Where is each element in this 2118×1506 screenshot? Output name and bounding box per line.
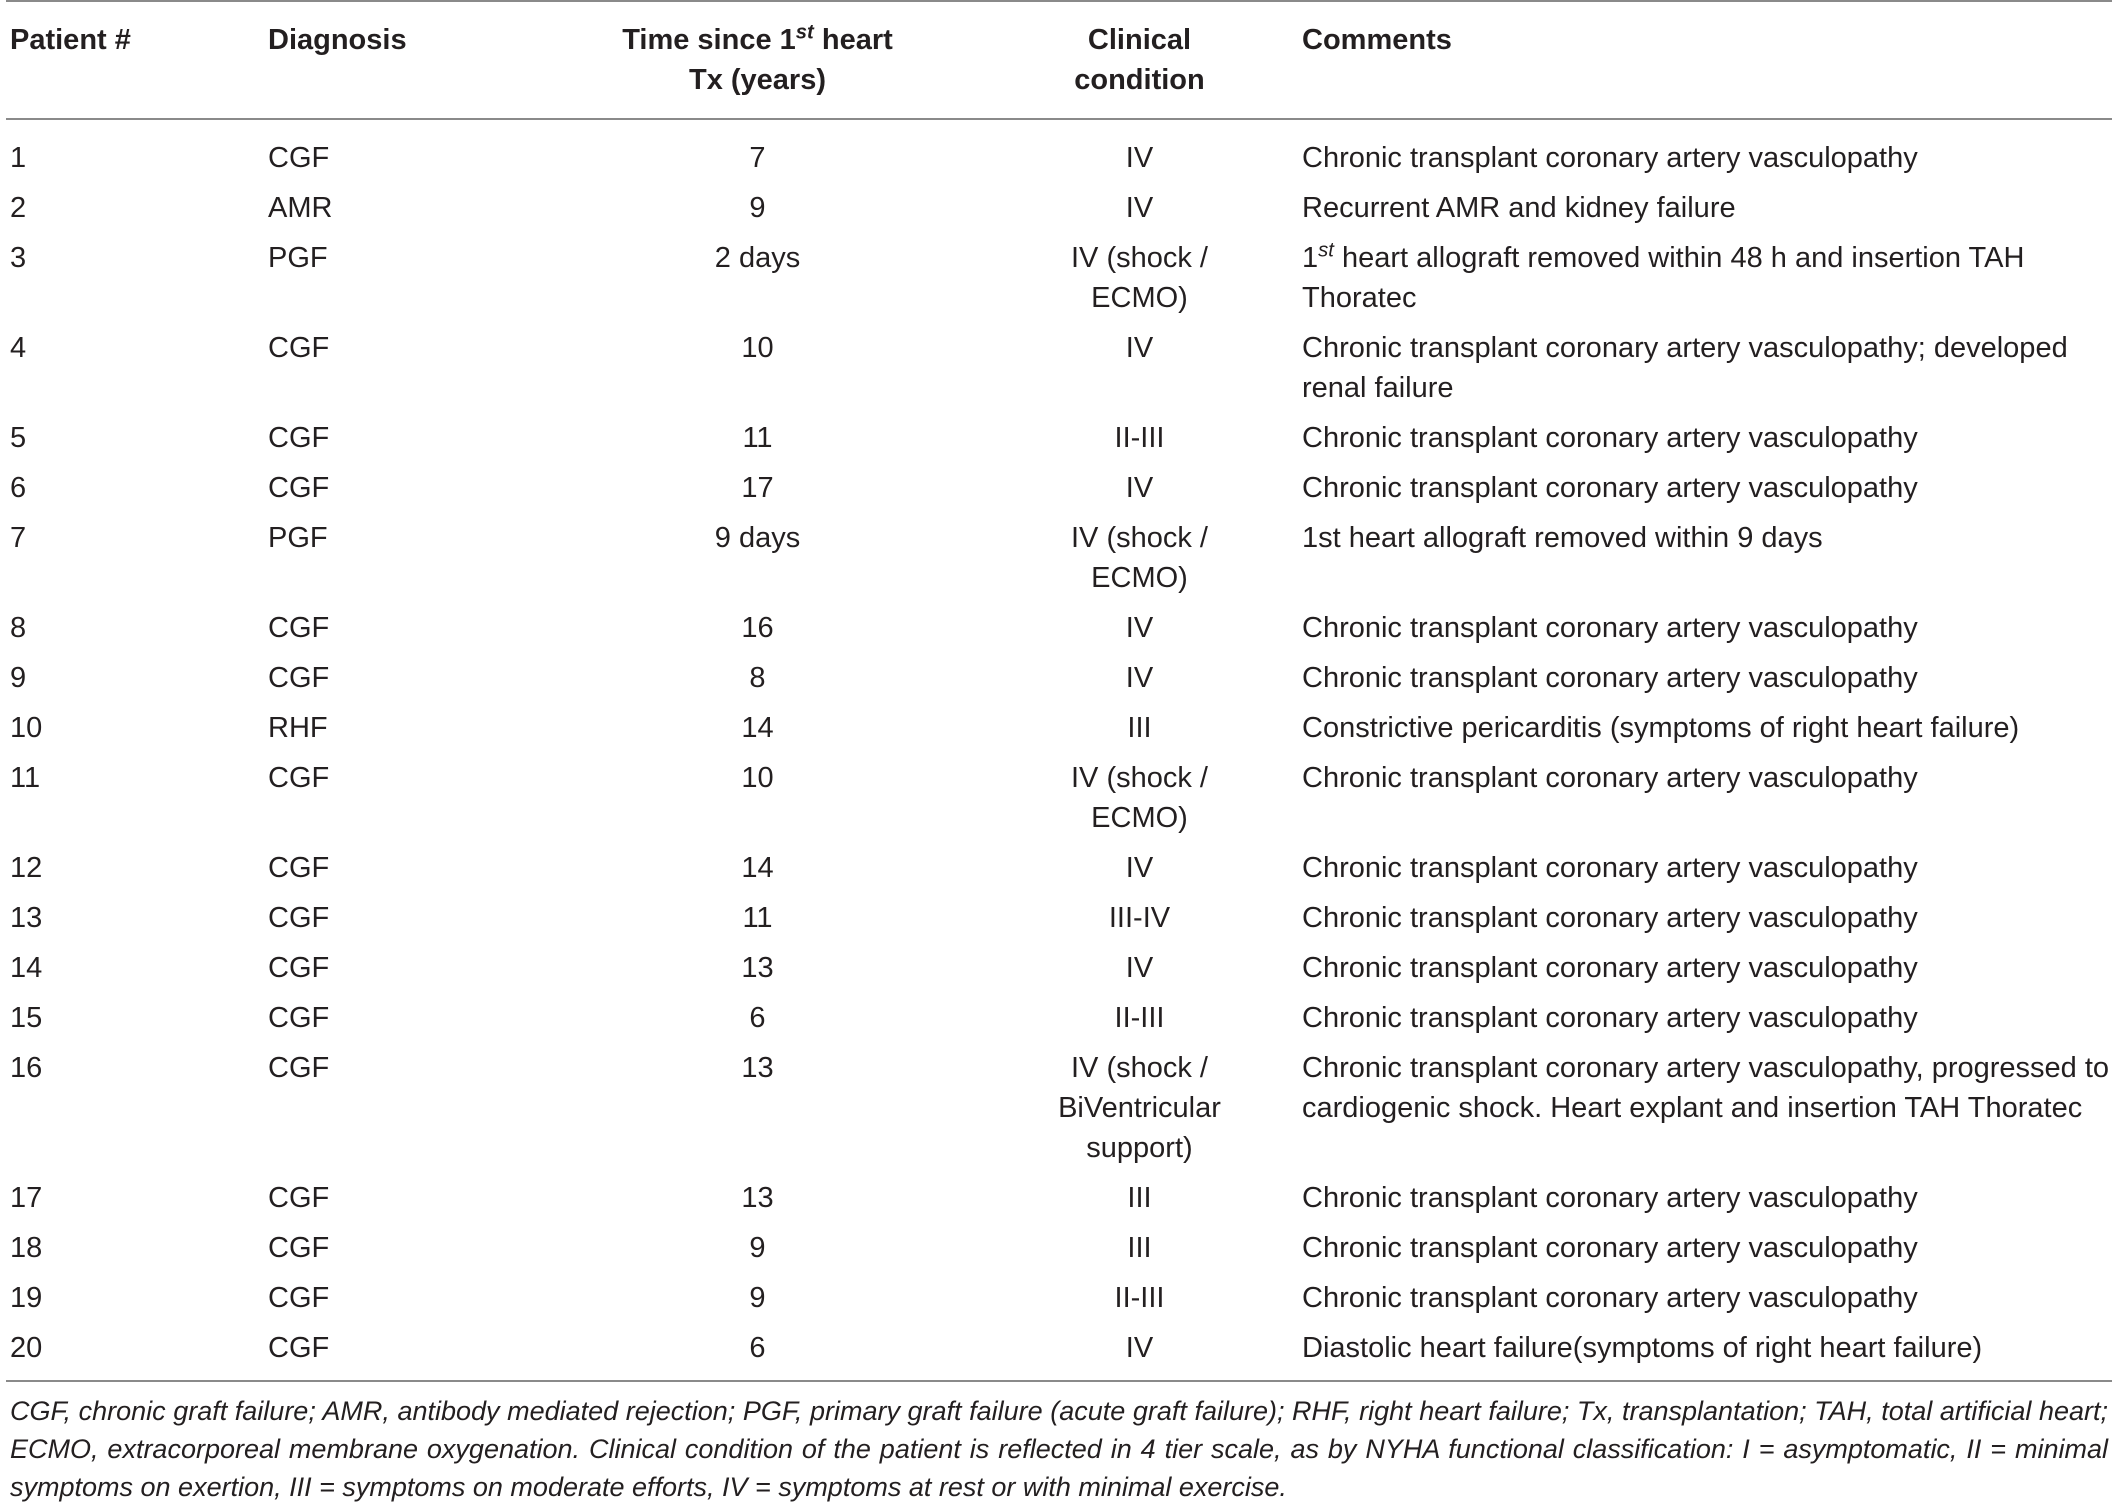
comment-text: Chronic transplant coronary artery vasculopathy xyxy=(1302,1182,1918,1214)
cell-diagnosis: PGF xyxy=(268,522,328,554)
cell-time: 13 xyxy=(741,1052,774,1084)
cell-comments xyxy=(1302,755,2112,845)
table-row xyxy=(6,755,2112,845)
cell-diagnosis: CGF xyxy=(268,1232,330,1264)
header-time-line2: Tx (years) xyxy=(688,64,826,96)
clinical-line: IV xyxy=(1125,192,1154,224)
cell-patient: 16 xyxy=(10,1052,43,1084)
cell-comments xyxy=(1302,465,2112,515)
cell-comments xyxy=(1302,415,2112,465)
cell-comments xyxy=(1302,235,2112,325)
comment-text: Chronic transplant coronary artery vasculopathy xyxy=(1302,1282,1918,1314)
clinical-line: IV xyxy=(1125,952,1154,984)
header-time-pre: Time since 1 xyxy=(622,24,796,56)
cell-time: 9 xyxy=(749,1232,766,1264)
cell-clinical xyxy=(977,185,1302,235)
table-row xyxy=(6,1325,2112,1381)
cell-patient: 13 xyxy=(10,902,43,934)
cell-time: 9 xyxy=(749,1282,766,1314)
cell-diagnosis: CGF xyxy=(268,762,330,794)
cell-patient: 4 xyxy=(10,332,27,364)
cell-comments xyxy=(1302,325,2112,415)
table-row xyxy=(6,325,2112,415)
cell-comments xyxy=(1302,995,2112,1045)
cell-time: 6 xyxy=(749,1002,766,1034)
table-row xyxy=(6,235,2112,325)
comment-text: Chronic transplant coronary artery vasculopathy xyxy=(1302,952,1918,984)
comment-text: Chronic transplant coronary artery vasculopathy; developed renal failure xyxy=(1302,332,2068,404)
table-row xyxy=(6,1175,2112,1225)
table-body xyxy=(6,119,2112,1381)
cell-patient: 17 xyxy=(10,1182,43,1214)
table-row xyxy=(6,705,2112,755)
cell-comments xyxy=(1302,185,2112,235)
cell-comments xyxy=(1302,1275,2112,1325)
cell-diagnosis: CGF xyxy=(268,332,330,364)
cell-clinical xyxy=(977,325,1302,415)
cell-clinical xyxy=(977,845,1302,895)
table-row xyxy=(6,845,2112,895)
clinical-line: III-IV xyxy=(1108,902,1171,934)
cell-time: 10 xyxy=(741,762,774,794)
cell-patient: 6 xyxy=(10,472,27,504)
table-row xyxy=(6,1045,2112,1175)
cell-clinical xyxy=(977,605,1302,655)
clinical-line: III xyxy=(1127,1182,1152,1214)
clinical-line: ECMO) xyxy=(1091,802,1188,834)
header-comments: Comments xyxy=(1302,24,1452,56)
cell-comments xyxy=(1302,945,2112,995)
clinical-line: ECMO) xyxy=(1091,282,1188,314)
cell-time: 14 xyxy=(741,712,774,744)
cell-diagnosis: CGF xyxy=(268,472,330,504)
cell-diagnosis: CGF xyxy=(268,1052,330,1084)
cell-time: 2 days xyxy=(714,242,801,274)
cell-diagnosis: RHF xyxy=(268,712,328,744)
cell-comments xyxy=(1302,515,2112,605)
cell-patient: 19 xyxy=(10,1282,43,1314)
comment-text: Diastolic heart failure(symptoms of right heart failure) xyxy=(1302,1332,1983,1364)
cell-diagnosis: CGF xyxy=(268,1182,330,1214)
comment-text: Chronic transplant coronary artery vasculopathy xyxy=(1302,422,1918,454)
cell-patient: 9 xyxy=(10,662,27,694)
cell-diagnosis: CGF xyxy=(268,952,330,984)
cell-time: 16 xyxy=(741,612,774,644)
cell-comments xyxy=(1302,1175,2112,1225)
table-row xyxy=(6,515,2112,605)
table-row xyxy=(6,895,2112,945)
cell-comments xyxy=(1302,1045,2112,1175)
cell-clinical xyxy=(977,755,1302,845)
cell-time: 13 xyxy=(741,952,774,984)
cell-patient: 8 xyxy=(10,612,27,644)
cell-diagnosis: AMR xyxy=(268,192,333,224)
header-time-sup: st xyxy=(795,21,814,44)
cell-clinical xyxy=(977,465,1302,515)
clinical-line: IV xyxy=(1125,142,1154,174)
table-row xyxy=(6,465,2112,515)
clinical-line: IV (shock / xyxy=(1071,1052,1208,1084)
clinical-line: IV (shock / xyxy=(1071,522,1208,554)
header-row xyxy=(6,1,2112,119)
cell-clinical xyxy=(977,1225,1302,1275)
table-footnote: CGF, chronic graft failure; AMR, antibody mediated rejection; PGF, primary graft failure (acute graft failure); RHF, right heart failure; Tx, transplantation; TAH, total artificial heart; ECMO, extracorporeal membrane oxygenation. Clinical condition of the patient is reflected in 4 tier scale, as by NYHA functional classification: I = asymptomatic, II = minimal symptoms on exertion, III = symptoms on moderate efforts, IV = symptoms at rest or with minimal exercise. xyxy=(10,1396,2108,1502)
clinical-line: III xyxy=(1127,1232,1152,1264)
clinical-line: IV (shock / xyxy=(1071,762,1208,794)
cell-clinical xyxy=(977,235,1302,325)
clinical-line: II-III xyxy=(1114,1002,1165,1034)
cell-clinical xyxy=(977,945,1302,995)
header-time-post: heart xyxy=(813,24,893,56)
comment-text: Chronic transplant coronary artery vasculopathy xyxy=(1302,902,1918,934)
comment-text: Chronic transplant coronary artery vasculopathy xyxy=(1302,612,1918,644)
cell-time: 11 xyxy=(742,902,773,934)
cell-patient: 5 xyxy=(10,422,27,454)
cell-diagnosis: PGF xyxy=(268,242,328,274)
cell-comments xyxy=(1302,1225,2112,1275)
comment-text: Recurrent AMR and kidney failure xyxy=(1302,192,1736,224)
comment-text: Chronic transplant coronary artery vasculopathy xyxy=(1302,852,1918,884)
clinical-line: IV xyxy=(1125,332,1154,364)
cell-diagnosis: CGF xyxy=(268,142,330,174)
cell-clinical xyxy=(977,895,1302,945)
cell-comments xyxy=(1302,895,2112,945)
cell-clinical xyxy=(977,119,1302,185)
comment-text: Chronic transplant coronary artery vasculopathy xyxy=(1302,1002,1918,1034)
cell-patient: 11 xyxy=(10,762,41,794)
clinical-line: ECMO) xyxy=(1091,562,1188,594)
comment-text: Chronic transplant coronary artery vasculopathy xyxy=(1302,142,1918,174)
cell-comments xyxy=(1302,845,2112,895)
comment-text: Chronic transplant coronary artery vasculopathy xyxy=(1302,762,1918,794)
comment-text: Chronic transplant coronary artery vasculopathy xyxy=(1302,662,1918,694)
cell-time: 13 xyxy=(741,1182,774,1214)
clinical-line: IV (shock / xyxy=(1071,242,1208,274)
cell-time: 17 xyxy=(741,472,774,504)
clinical-line: support) xyxy=(1086,1132,1193,1164)
header-diagnosis: Diagnosis xyxy=(268,24,407,56)
cell-time: 8 xyxy=(749,662,766,694)
cell-time: 9 days xyxy=(714,522,801,554)
table-row xyxy=(6,945,2112,995)
cell-comments xyxy=(1302,119,2112,185)
clinical-line: IV xyxy=(1125,852,1154,884)
cell-patient: 10 xyxy=(10,712,43,744)
cell-diagnosis: CGF xyxy=(268,422,330,454)
cell-comments xyxy=(1302,655,2112,705)
cell-clinical xyxy=(977,995,1302,1045)
table-row xyxy=(6,995,2112,1045)
patient-table xyxy=(6,0,2112,1382)
cell-time: 10 xyxy=(741,332,774,364)
cell-diagnosis: CGF xyxy=(268,662,330,694)
cell-clinical xyxy=(977,1325,1302,1381)
clinical-line: IV xyxy=(1125,662,1154,694)
cell-diagnosis: CGF xyxy=(268,902,330,934)
cell-patient: 1 xyxy=(10,142,27,174)
cell-patient: 20 xyxy=(10,1332,43,1364)
header-clinical xyxy=(977,1,1302,119)
table-row xyxy=(6,605,2112,655)
cell-diagnosis: CGF xyxy=(268,1282,330,1314)
cell-comments xyxy=(1302,1325,2112,1381)
cell-patient: 18 xyxy=(10,1232,43,1264)
clinical-line: BiVentricular xyxy=(1058,1092,1221,1124)
table-row xyxy=(6,655,2112,705)
cell-clinical xyxy=(977,655,1302,705)
cell-time: 14 xyxy=(741,852,774,884)
cell-diagnosis: CGF xyxy=(268,1002,330,1034)
clinical-line: IV xyxy=(1125,472,1154,504)
header-patient: Patient # xyxy=(10,24,131,56)
cell-clinical xyxy=(977,705,1302,755)
cell-time: 6 xyxy=(749,1332,766,1364)
cell-patient: 2 xyxy=(10,192,27,224)
cell-diagnosis: CGF xyxy=(268,612,330,644)
cell-time: 9 xyxy=(749,192,766,224)
comment-text: Chronic transplant coronary artery vasculopathy xyxy=(1302,472,1918,504)
cell-diagnosis: CGF xyxy=(268,1332,330,1364)
header-time xyxy=(538,1,977,119)
cell-comments xyxy=(1302,705,2112,755)
comment-text-continued: heart allograft removed within 48 h and insertion TAH Thoratec xyxy=(1302,242,2025,314)
comment-text: Constrictive pericarditis (symptoms of right heart failure) xyxy=(1302,712,2020,744)
cell-clinical xyxy=(977,1045,1302,1175)
header-clinical-line2: condition xyxy=(1074,64,1205,96)
cell-patient: 14 xyxy=(10,952,43,984)
cell-diagnosis: CGF xyxy=(268,852,330,884)
cell-patient: 7 xyxy=(10,522,27,554)
comment-text: Chronic transplant coronary artery vasculopathy xyxy=(1302,1232,1918,1264)
table-row xyxy=(6,185,2112,235)
cell-clinical xyxy=(977,515,1302,605)
table-header xyxy=(6,1,2112,119)
clinical-line: II-III xyxy=(1114,422,1165,454)
cell-clinical xyxy=(977,1275,1302,1325)
comment-text: Chronic transplant coronary artery vasculopathy, progressed to cardiogenic shock. Heart explant and insertion TAH Thoratec xyxy=(1302,1052,2110,1124)
cell-patient: 12 xyxy=(10,852,43,884)
table-row xyxy=(6,119,2112,185)
cell-patient: 15 xyxy=(10,1002,43,1034)
clinical-line: III xyxy=(1127,712,1152,744)
clinical-line: IV xyxy=(1125,1332,1154,1364)
header-clinical-line1: Clinical xyxy=(1087,24,1192,56)
cell-comments xyxy=(1302,605,2112,655)
table-row xyxy=(6,1225,2112,1275)
comment-text: 1 xyxy=(1302,242,1319,274)
table-row xyxy=(6,415,2112,465)
clinical-line: II-III xyxy=(1114,1282,1165,1314)
comment-text: 1st heart allograft removed within 9 days xyxy=(1302,522,1823,554)
cell-clinical xyxy=(977,1175,1302,1225)
cell-time: 11 xyxy=(742,422,773,454)
cell-clinical xyxy=(977,415,1302,465)
cell-patient: 3 xyxy=(10,242,27,274)
cell-time: 7 xyxy=(749,142,766,174)
comment-superscript: st xyxy=(1318,239,1334,262)
table-row xyxy=(6,1275,2112,1325)
clinical-line: IV xyxy=(1125,612,1154,644)
